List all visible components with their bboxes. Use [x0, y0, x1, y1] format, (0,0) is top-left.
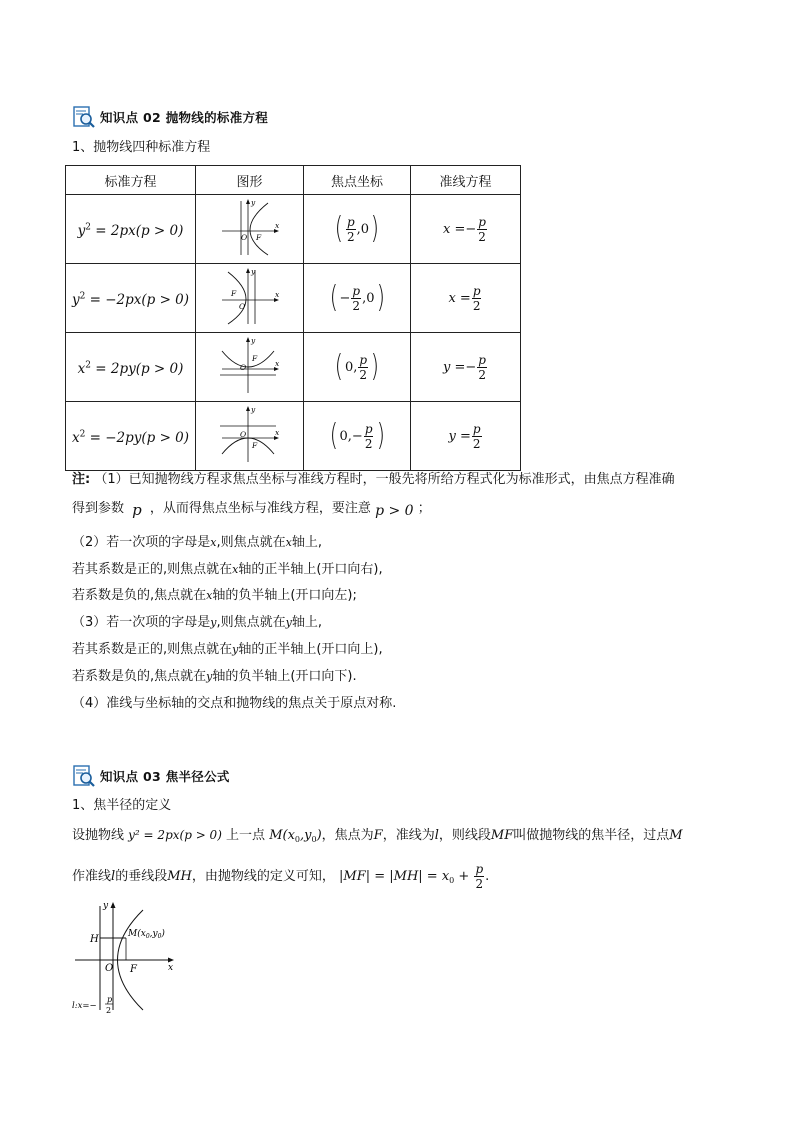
focal-radius-formula-line: [72, 862, 489, 891]
directrix-sign: −: [465, 359, 477, 375]
note-text: 若系数是负的,焦点就在: [72, 669, 207, 684]
table-header-row: [66, 166, 521, 195]
note-2a: [72, 561, 383, 579]
directrix-var: y =: [443, 359, 466, 375]
numerator: p: [475, 862, 484, 876]
math-var: y: [285, 616, 292, 629]
note-text: 轴的正半轴上(开口向右),: [238, 562, 383, 577]
math-var: x: [285, 536, 292, 549]
period: .: [485, 869, 490, 884]
numerator: p: [364, 421, 373, 436]
note-1-text: （1）已知抛物线方程求焦点坐标与准线方程时，一般先将所给方程式化为标准形式，由焦点方程准确: [94, 472, 675, 487]
cell-equation: [66, 264, 196, 333]
numerator: p: [352, 283, 361, 298]
cell-focus: [304, 264, 411, 333]
note-text: 若其系数是正的,则焦点就在: [72, 642, 233, 657]
focus-post: ,0: [362, 290, 375, 306]
cell-graph: [196, 195, 304, 264]
section-heading-03: [72, 762, 230, 790]
standard-equations-table: [65, 165, 521, 471]
parabola-graph: [218, 197, 282, 257]
directrix-var: x =: [448, 290, 471, 306]
cell-focus: [304, 333, 411, 402]
eq-rhs: = 2py(p > 0): [90, 360, 184, 377]
directrix-equation: [448, 284, 482, 313]
y-axis-label: y: [250, 198, 255, 207]
note-text: 若系数是负的,焦点就在: [72, 588, 207, 603]
parabola-graph: [218, 404, 282, 464]
math-var: x: [206, 589, 213, 602]
focus-coordinate: ( 0, $\frac{p}{2}$ ): [334, 349, 380, 384]
math-coord: ,y: [300, 828, 312, 843]
math-coord: (x: [282, 828, 295, 843]
directrix-sign: −: [465, 221, 477, 237]
eq-lhs: y: [77, 222, 86, 239]
note-3a: [72, 641, 383, 659]
cell-equation: [66, 195, 196, 264]
math-eq: y² = 2px(p > 0): [128, 828, 222, 842]
focus-label: F: [251, 441, 257, 450]
magnifier-document-icon: [72, 105, 96, 129]
note-3b: [72, 668, 357, 686]
denominator: 2: [364, 436, 373, 451]
numerator: p: [472, 421, 481, 436]
focus-pre: 0,: [339, 428, 352, 444]
table-row: [66, 195, 521, 264]
equation: [78, 223, 184, 239]
eq-exponent: 2: [79, 291, 86, 301]
cell-graph: [196, 333, 304, 402]
math-var: y: [210, 616, 217, 629]
origin-label: O: [239, 363, 246, 372]
x-axis-label: x: [274, 221, 279, 230]
cell-directrix: [411, 402, 521, 471]
numerator: p: [359, 352, 368, 367]
point-M-label: $M(x_0,y_0)$: [128, 929, 165, 940]
origin-label: O: [240, 233, 247, 242]
point-M-text: M(x: [128, 929, 146, 939]
numerator: p: [478, 214, 486, 229]
focus-sign: −: [351, 428, 363, 444]
header-graph: 图形: [196, 166, 304, 195]
def-text: 作准线: [72, 869, 112, 884]
y-axis-label: y: [250, 267, 255, 276]
focal-radius-formula: |MF| = |MH| = x: [339, 869, 450, 884]
parabola-graph: [218, 335, 282, 395]
cell-graph: [196, 264, 304, 333]
eq-exponent: 2: [85, 360, 91, 370]
header-directrix: 准线方程: [411, 166, 521, 195]
math-var: MF: [490, 828, 514, 843]
focus-coordinate: ( $\frac{p}{2}$ ,0 ): [334, 211, 380, 246]
x-axis-label: x: [168, 963, 174, 973]
point-H-label: H: [90, 934, 99, 945]
x-axis-label: x: [274, 428, 279, 437]
math-cond: p > 0: [375, 503, 414, 519]
focus-coordinate: ( 0, − $\frac{p}{2}$ ): [329, 418, 385, 453]
focus-sign: −: [339, 290, 351, 306]
def-text: ，准线为: [382, 828, 435, 843]
math-var: F: [373, 828, 383, 843]
subscript: 0: [311, 835, 317, 844]
focal-radius-figure: [70, 898, 185, 1016]
note-text: ；: [417, 501, 431, 516]
subscript: 0: [157, 933, 162, 940]
def-text: ，焦点为: [321, 828, 374, 843]
focus-pre: 0,: [344, 359, 358, 375]
def-text: 的垂线段: [115, 869, 168, 884]
focus-label: F: [251, 354, 257, 363]
equation: [72, 430, 189, 446]
equation: [72, 292, 189, 308]
directrix-var: y =: [448, 428, 471, 444]
cell-directrix: [411, 264, 521, 333]
eq-lhs: x: [71, 429, 80, 446]
focus-label: F: [230, 289, 236, 298]
denominator: 2: [346, 229, 355, 244]
origin-label: O: [239, 430, 246, 439]
x-axis-label: x: [274, 359, 279, 368]
directrix-label: l:x=−: [72, 1001, 97, 1011]
eq-lhs: x: [77, 360, 86, 377]
note-text: （3）若一次项的字母是: [72, 615, 211, 630]
fraction-num: p: [107, 995, 113, 1004]
note-text: ,则焦点就在: [216, 535, 286, 550]
denominator: 2: [359, 367, 368, 382]
math-var: x: [210, 536, 217, 549]
note-text: 轴的负半轴上(开口向左);: [212, 588, 357, 603]
math-var: y: [206, 670, 213, 683]
note-text: 若其系数是正的,则焦点就在: [72, 562, 233, 577]
directrix-equation: [443, 353, 488, 382]
y-axis-label: y: [103, 901, 109, 911]
def-text: 设抛物线: [72, 828, 125, 843]
note-4: （4）准线与坐标轴的交点和抛物线的焦点关于原点对称.: [72, 696, 397, 711]
directrix-var: x =: [443, 221, 466, 237]
equation: [78, 361, 184, 377]
eq-rhs: = 2px(p > 0): [90, 222, 184, 239]
y-axis-label: y: [250, 336, 255, 345]
math-var: l: [434, 828, 439, 843]
cell-equation: [66, 333, 196, 402]
table-row: [66, 402, 521, 471]
origin-label: O: [238, 302, 245, 311]
section-title: 知识点 03 焦半径公式: [100, 769, 230, 784]
fraction: [474, 862, 484, 891]
cell-focus: [304, 195, 411, 264]
magnifier-document-icon: [72, 764, 96, 788]
origin-label: O: [105, 963, 114, 974]
math-var: p: [132, 501, 142, 519]
subscript: 0: [145, 933, 150, 940]
note-text: （2）若一次项的字母是: [72, 535, 211, 550]
def-text: ，由抛物线的定义可知，: [191, 869, 335, 884]
cell-directrix: [411, 333, 521, 402]
math-var: M: [669, 828, 683, 843]
def-text: 叫做抛物线的焦半径，过点: [513, 828, 670, 843]
subscript: 0: [294, 835, 300, 844]
eq-exponent: 2: [79, 429, 86, 439]
math-var: MH: [167, 869, 192, 884]
section-subtitle: 1、抛物线四种标准方程: [72, 140, 211, 155]
note-text: 轴上,: [291, 615, 322, 630]
note-2: [72, 534, 322, 552]
denominator: 2: [472, 436, 481, 451]
header-focus: 焦点坐标: [304, 166, 411, 195]
note-prefix: 注:: [72, 472, 91, 487]
note-text: 得到参数: [72, 501, 125, 516]
numerator: p: [346, 214, 355, 229]
denominator: 2: [352, 298, 361, 313]
directrix-equation: [448, 422, 482, 451]
fraction-den: 2: [106, 1006, 112, 1015]
header-equation: 标准方程: [66, 166, 196, 195]
x-axis-label: x: [274, 290, 279, 299]
math-var: y: [232, 643, 239, 656]
note-text: ,则焦点就在: [216, 615, 286, 630]
eq-rhs: = −2py(p > 0): [85, 429, 190, 446]
table-row: [66, 333, 521, 402]
focus-label: F: [130, 964, 137, 975]
cell-graph: [196, 402, 304, 471]
cell-directrix: [411, 195, 521, 264]
y-axis-label: y: [250, 405, 255, 414]
focus-post: ,0: [356, 221, 370, 237]
focus-label: F: [255, 233, 261, 242]
section-title: 知识点 02 抛物线的标准方程: [100, 110, 269, 125]
note-1b: [72, 498, 431, 518]
subscript: 0: [449, 876, 455, 885]
math-var: M: [269, 828, 283, 843]
math-var: x: [232, 563, 239, 576]
note-text: 轴的正半轴上(开口向上),: [238, 642, 383, 657]
note-2b: [72, 587, 357, 605]
cell-focus: [304, 402, 411, 471]
note-3: [72, 614, 322, 632]
note-text: 轴的负半轴上(开口向下).: [212, 669, 357, 684]
cell-equation: [66, 402, 196, 471]
eq-exponent: 2: [85, 222, 91, 232]
focus-coordinate: ( − $\frac{p}{2}$ ,0 ): [329, 280, 385, 315]
note-text: ，从而得焦点坐标与准线方程，要注意: [149, 501, 371, 516]
def-text: ，则线段: [438, 828, 491, 843]
denominator: 2: [478, 367, 486, 382]
numerator: p: [472, 283, 481, 298]
plus-sign: +: [454, 869, 474, 884]
numerator: p: [478, 352, 486, 367]
denominator: 2: [478, 229, 486, 244]
directrix-equation: [443, 215, 488, 244]
parabola-graph: [218, 266, 282, 326]
def-text: 上一点: [226, 828, 266, 843]
table-row: [66, 264, 521, 333]
section-heading-02: [72, 103, 268, 131]
focal-radius-definition: 设抛物线 y² = 2px(p > 0) 上一点 $M(x_0,y_0)$，焦点为F，准线为l，则线段MF叫做抛物线的焦半径，过点M: [72, 828, 683, 844]
section-subtitle: 1、焦半径的定义: [72, 798, 172, 813]
eq-lhs: y: [71, 291, 80, 308]
eq-rhs: = −2px(p > 0): [85, 291, 190, 308]
denominator: 2: [472, 298, 481, 313]
note-1: [72, 471, 675, 489]
note-text: 轴上,: [291, 535, 322, 550]
math-var: l: [111, 869, 116, 884]
denominator: 2: [475, 877, 484, 891]
